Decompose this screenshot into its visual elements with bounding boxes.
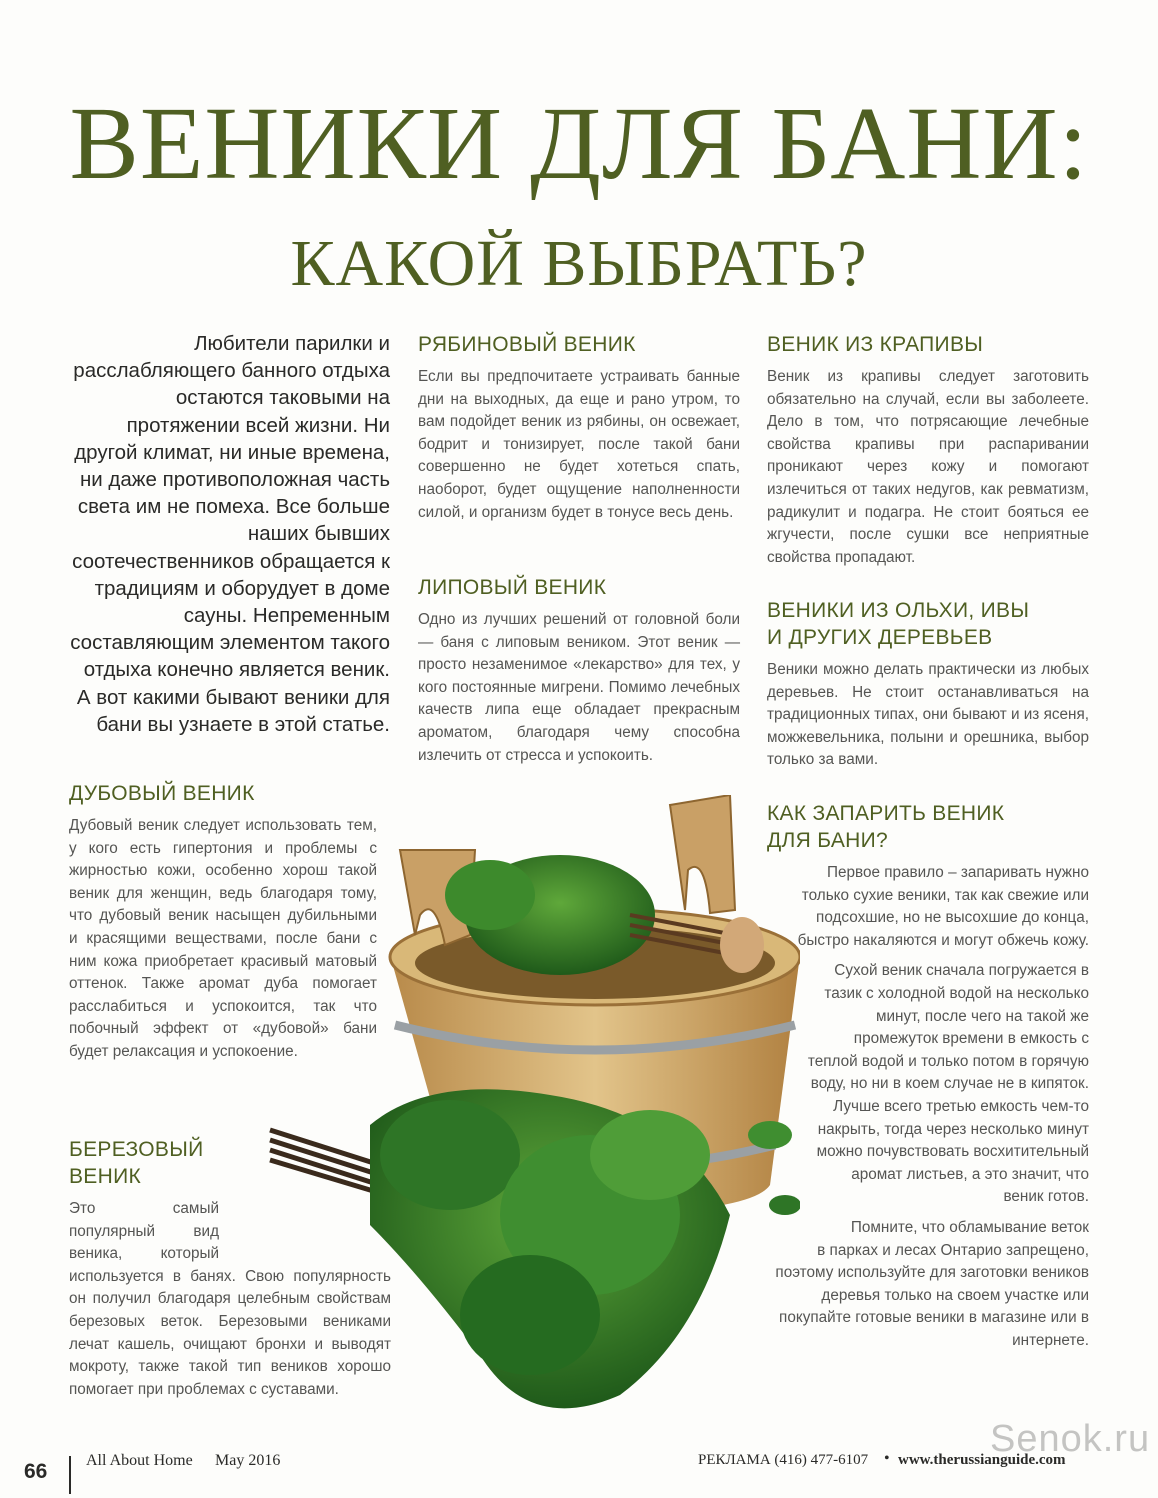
section-text-steam-p1: Первое правило – запаривать нужно только сухие веники, так как свежие или подсохшие, но не высохшие до конца, быстро накаляются и могут обжечь кожу. xyxy=(797,864,1089,949)
section-text-birch-content: Это самый популярный вид веника, который используется в банях. Свою популярность он получил благодаря целебным свойствам березовых веток. Березовыми вениками лечат кашель, очищают бронхи и выводят мокроту, также такой тип веников хорошо помогает при проблемах с суставами. xyxy=(69,1200,391,1398)
section-text-rowan: Если вы предпочитаете устраивать банные дни на выходных, да еще и рано утром, то вам подойдет веник из рябины, он освежает, бодрит и тонизирует, после такой бани совершенно не будет хотеться спать, наоборот, будет ощущение наполненности силой, и организм будет в тонусе весь день. xyxy=(418,368,740,521)
section-rowan xyxy=(418,331,740,524)
section-linden xyxy=(418,574,740,767)
section-text-linden: Одно из лучших решений от головной боли — баня с липовым веником. Этот веник — просто незаменимое «лекарство» для тех, у кого постоянные мигрени. Помимо лечебных качеств липа еще обладает прекрасным ароматом, благодаря чему способна излечить от стресса и успокоить. xyxy=(418,611,740,764)
section-heading-steam-2: ДЛЯ БАНИ? xyxy=(767,829,888,852)
section-heading-rowan: РЯБИНОВЫЙ ВЕНИК xyxy=(418,333,636,356)
section-text-alder: Веники можно делать практически из любых деревьев. Не стоит останавливаться на традиционных типах, они бывают и из ясеня, можжевельника, полыни и орешника, выбор только за вами. xyxy=(767,661,1089,769)
article-title-line2: КАКОЙ ВЫБРАТЬ? xyxy=(290,227,868,300)
section-text-steam-p3: Помните, что обламывание веток в парках и лесах Онтарио запрещено, поэтому используйте для заготовки веников деревья только на своем участке или покупайте готовые веники в магазине или в интернете. xyxy=(775,1218,1089,1349)
section-text-steam-p2: Сухой веник сначала погружается в тазик с холодной водой на несколько минут, после чего на такой же промежуток времени в емкость с теплой водой и только потом в горячую воду, но ни в коем случае не в кипяток. Лучше всего третью емкость чем-то накрыть, тогда через несколько минут можно почувствовать восхитительный аромат листьев, а это значит, что веник готов. xyxy=(807,962,1089,1206)
intro-text: Любители парилки и расслабляющего банного отдыха остаются таковыми на протяжении всей жизни. Ни другой климат, ни иные времена, ни даже противоположная часть света им не помеха. Все больше наших бывших соотечественников обращается к традициям и оборудует в доме сауны. Непременным составляющим элементом такого отдыха конечно является веник. А вот какими бывают веники для бани вы узнаете в этой статье. xyxy=(70,332,390,736)
section-heading-birch-2: ВЕНИК xyxy=(69,1165,142,1188)
section-text-nettle: Веник из крапивы следует заготовить обязательно на случай, если вы заболеете. Дело в том, что потрясающие лечебные свойства крапивы при распаривании проникают через кожу и помогают излечиться от таких недугов, как ревматизм, радикулит и подагра. Не стоит бояться ее жгучести, после сушки все неприятные свойства пропадают. xyxy=(767,368,1089,566)
section-text-oak: Дубовый веник следует использовать тем, у кого есть гипертония и проблемы с жирностью кожи, особенно хорош такой веник для женщин, ведь благодаря тому, что дубовый веник насыщен дубильными и красящими веществами, после бани с ним кожа приобретает красивый матовый оттенок. Также аромат дуба помогает расслабиться и успокоится, так что побочный эффект от «дубовой» бани будет релаксация и успокоение. xyxy=(69,817,377,1060)
tub-with-brooms-image xyxy=(230,795,800,1435)
section-heading-birch-1: БЕРЕЗОВЫЙ xyxy=(69,1138,204,1161)
ad-phone: РЕКЛАМА (416) 477-6107 xyxy=(698,1452,869,1468)
page-footer xyxy=(0,1418,1158,1498)
footer-bullet: • xyxy=(884,1450,890,1467)
article-title-line1: ВЕНИКИ ДЛЯ БАНИ: xyxy=(69,86,1089,201)
section-nettle xyxy=(767,331,1089,569)
section-heading-linden: ЛИПОВЫЙ ВЕНИК xyxy=(418,576,607,599)
section-heading-nettle: ВЕНИК ИЗ КРАПИВЫ xyxy=(767,333,984,356)
section-heading-steam-1: КАК ЗАПАРИТЬ ВЕНИК xyxy=(767,802,1005,825)
section-heading-alder-1: ВЕНИКИ ИЗ ОЛЬХИ, ИВЫ xyxy=(767,599,1030,622)
section-alder xyxy=(767,597,1089,772)
intro-paragraph xyxy=(66,330,390,738)
magazine-name: All About Home xyxy=(86,1452,193,1469)
website-link[interactable]: www.therussianguide.com xyxy=(898,1452,1066,1468)
watermark: Senok.ru xyxy=(990,1418,1151,1460)
section-steam xyxy=(767,800,1089,1352)
section-heading-oak: ДУБОВЫЙ ВЕНИК xyxy=(69,782,255,805)
page-number: 66 xyxy=(24,1460,48,1483)
section-heading-alder-2: И ДРУГИХ ДЕРЕВЬЕВ xyxy=(767,626,993,649)
issue-date: May 2016 xyxy=(215,1452,281,1469)
footer-divider xyxy=(69,1456,71,1494)
